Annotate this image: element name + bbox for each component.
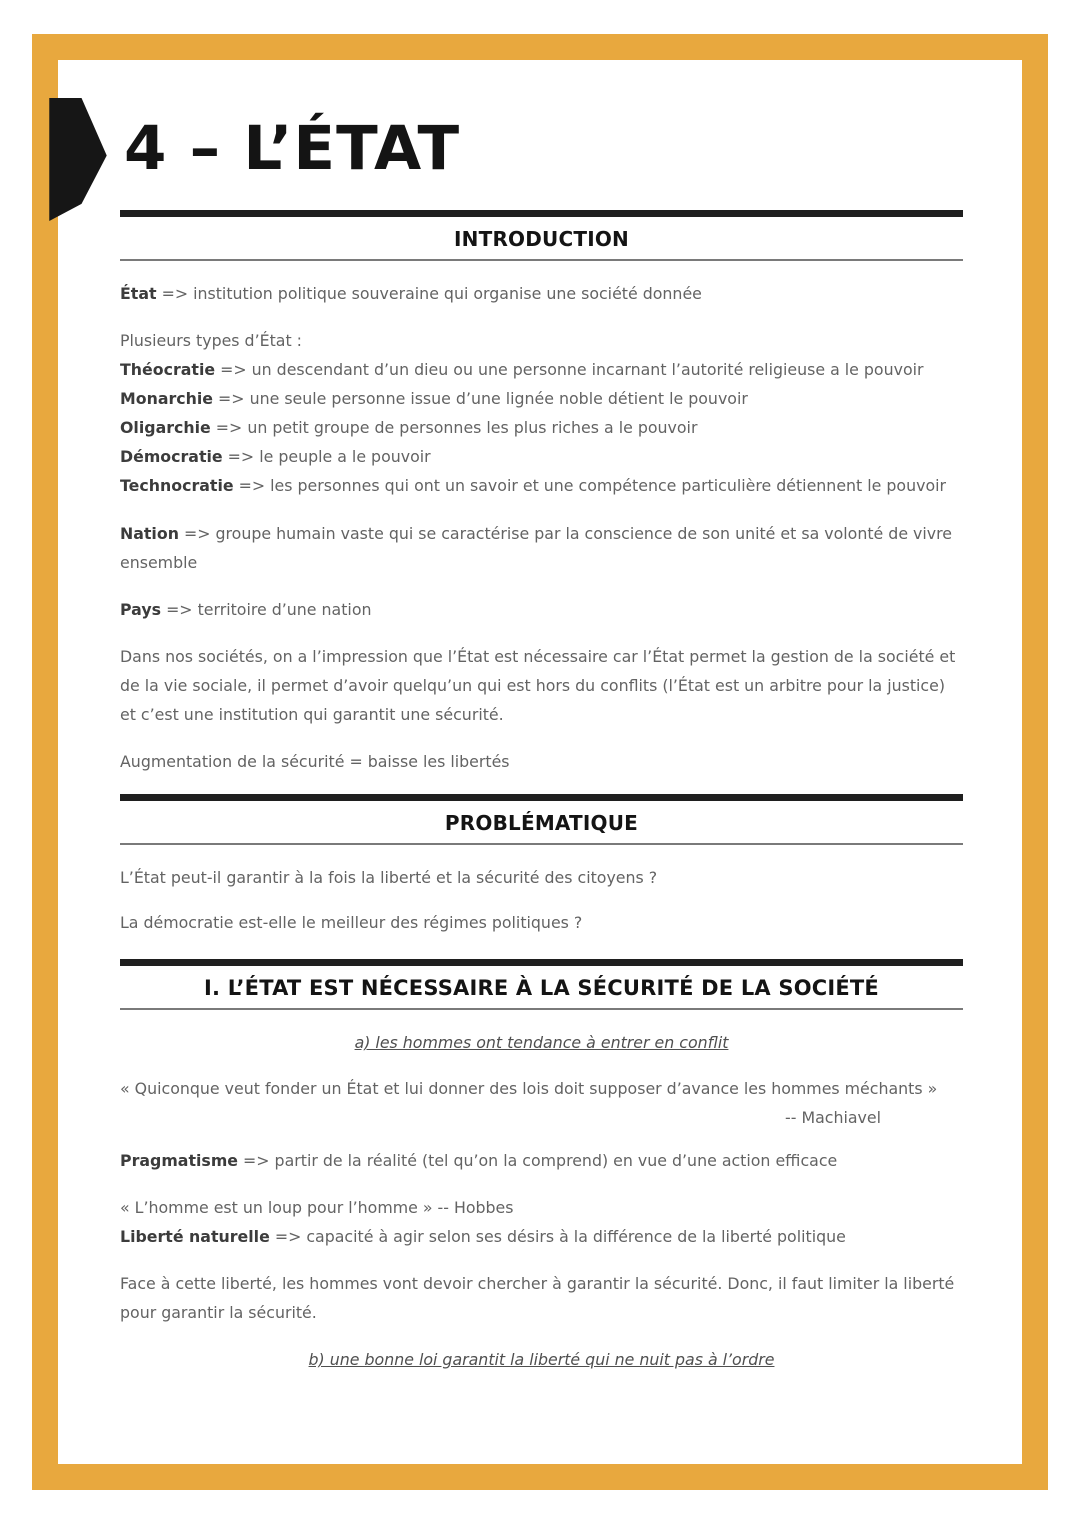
definition-liberte-naturelle-text: capacité à agir selon ses désirs à la différence de la liberté politique (306, 1227, 846, 1246)
definition-democratie-text: le peuple a le pouvoir (259, 447, 431, 466)
section-header-problematique (120, 794, 963, 845)
types-intro-line: Plusieurs types d’État : (120, 331, 303, 350)
arrow: => (243, 1151, 270, 1170)
term-liberte-naturelle: Liberté naturelle (120, 1227, 270, 1246)
arrow: => (274, 1227, 302, 1246)
definition-nation-text: groupe humain vaste qui se caractérise par la conscience de son unité et sa volonté de vivre ensemble (120, 524, 953, 572)
definition-monarchie (120, 384, 963, 413)
quote-hobbes: « L’homme est un loup pour l’homme » -- Hobbes (120, 1198, 514, 1217)
arrow: => (166, 600, 193, 619)
arrow: => (161, 284, 189, 303)
definition-theocratie-text: un descendant d’un dieu ou une personne incarnant l’autorité religieuse a le pouvoir (251, 360, 924, 379)
subsection-b-heading: b) une bonne loi garantit la liberté qui ne nuit pas à l’ordre (308, 1350, 775, 1369)
definition-technocratie (120, 471, 963, 500)
quote-machiavel: « Quiconque veut fonder un État et lui donner des lois doit supposer d’avance les hommes méchants » (120, 1079, 938, 1098)
definition-etat (120, 279, 963, 308)
term-nation: Nation (120, 524, 179, 543)
definition-technocratie-text: les personnes qui ont un savoir et une compétence particulière détiennent le pouvoir (270, 476, 946, 495)
definition-pays-text: territoire d’une nation (197, 600, 372, 619)
chapter-title: 4 – L’ÉTAT (124, 113, 461, 184)
term-technocratie: Technocratie (120, 476, 234, 495)
term-oligarchie: Oligarchie (120, 418, 211, 437)
term-democratie: Démocratie (120, 447, 223, 466)
paragraph-face-liberte: Face à cette liberté, les hommes vont devoir chercher à garantir la sécurité. Donc, il faut limiter la liberté pour garantir la sécurité. (120, 1274, 955, 1322)
definition-pragmatisme (120, 1146, 963, 1175)
section-heading-part1: I. L’ÉTAT EST NÉCESSAIRE À LA SÉCURITÉ DE LA SOCIÉTÉ (204, 976, 879, 1000)
arrow: => (220, 360, 247, 379)
term-pays: Pays (120, 600, 162, 619)
term-theocratie: Théocratie (120, 360, 216, 379)
section-header-part1 (120, 959, 963, 1010)
definition-democratie (120, 442, 963, 471)
definition-theocratie (120, 355, 963, 384)
section-heading-introduction: INTRODUCTION (454, 227, 629, 251)
definition-etat-text: institution politique souveraine qui organise une société donnée (193, 284, 702, 303)
definition-liberte-naturelle (120, 1222, 963, 1251)
paragraph-societes: Dans nos sociétés, on a l’impression que l’État est nécessaire car l’État permet la gestion de la société et de la vie sociale, il permet d’avoir quelqu’un qui est hors du conflits (l’État est un arbitre pour la justice) et c’est une institution qui garantit une sécurité. (120, 647, 956, 724)
definition-pays (120, 595, 963, 624)
term-monarchie: Monarchie (120, 389, 214, 408)
term-etat: État (120, 284, 157, 303)
arrow: => (218, 389, 245, 408)
quote-machiavel-author: -- Machiavel (785, 1108, 881, 1127)
arrow: => (227, 447, 255, 466)
bookmark-icon (49, 98, 107, 221)
term-pragmatisme: Pragmatisme (120, 1151, 238, 1170)
arrow: => (183, 524, 211, 543)
section-heading-problematique: PROBLÉMATIQUE (444, 811, 639, 835)
paragraph-augmentation: Augmentation de la sécurité = baisse les libertés (120, 752, 510, 771)
question-1: L’État peut-il garantir à la fois la liberté et la sécurité des citoyens ? (120, 868, 658, 887)
definition-nation (120, 519, 963, 577)
question-2: La démocratie est-elle le meilleur des régimes politiques ? (120, 913, 583, 932)
arrow: => (238, 476, 266, 495)
section-header-introduction (120, 210, 963, 261)
arrow: => (215, 418, 243, 437)
definition-oligarchie (120, 413, 963, 442)
subsection-a-heading: a) les hommes ont tendance à entrer en conflit (354, 1033, 729, 1052)
definition-oligarchie-text: un petit groupe de personnes les plus riches a le pouvoir (247, 418, 698, 437)
definition-pragmatisme-text: partir de la réalité (tel qu’on la comprend) en vue d’une action efficace (274, 1151, 838, 1170)
document-content (120, 88, 963, 1391)
definition-monarchie-text: une seule personne issue d’une lignée noble détient le pouvoir (249, 389, 748, 408)
